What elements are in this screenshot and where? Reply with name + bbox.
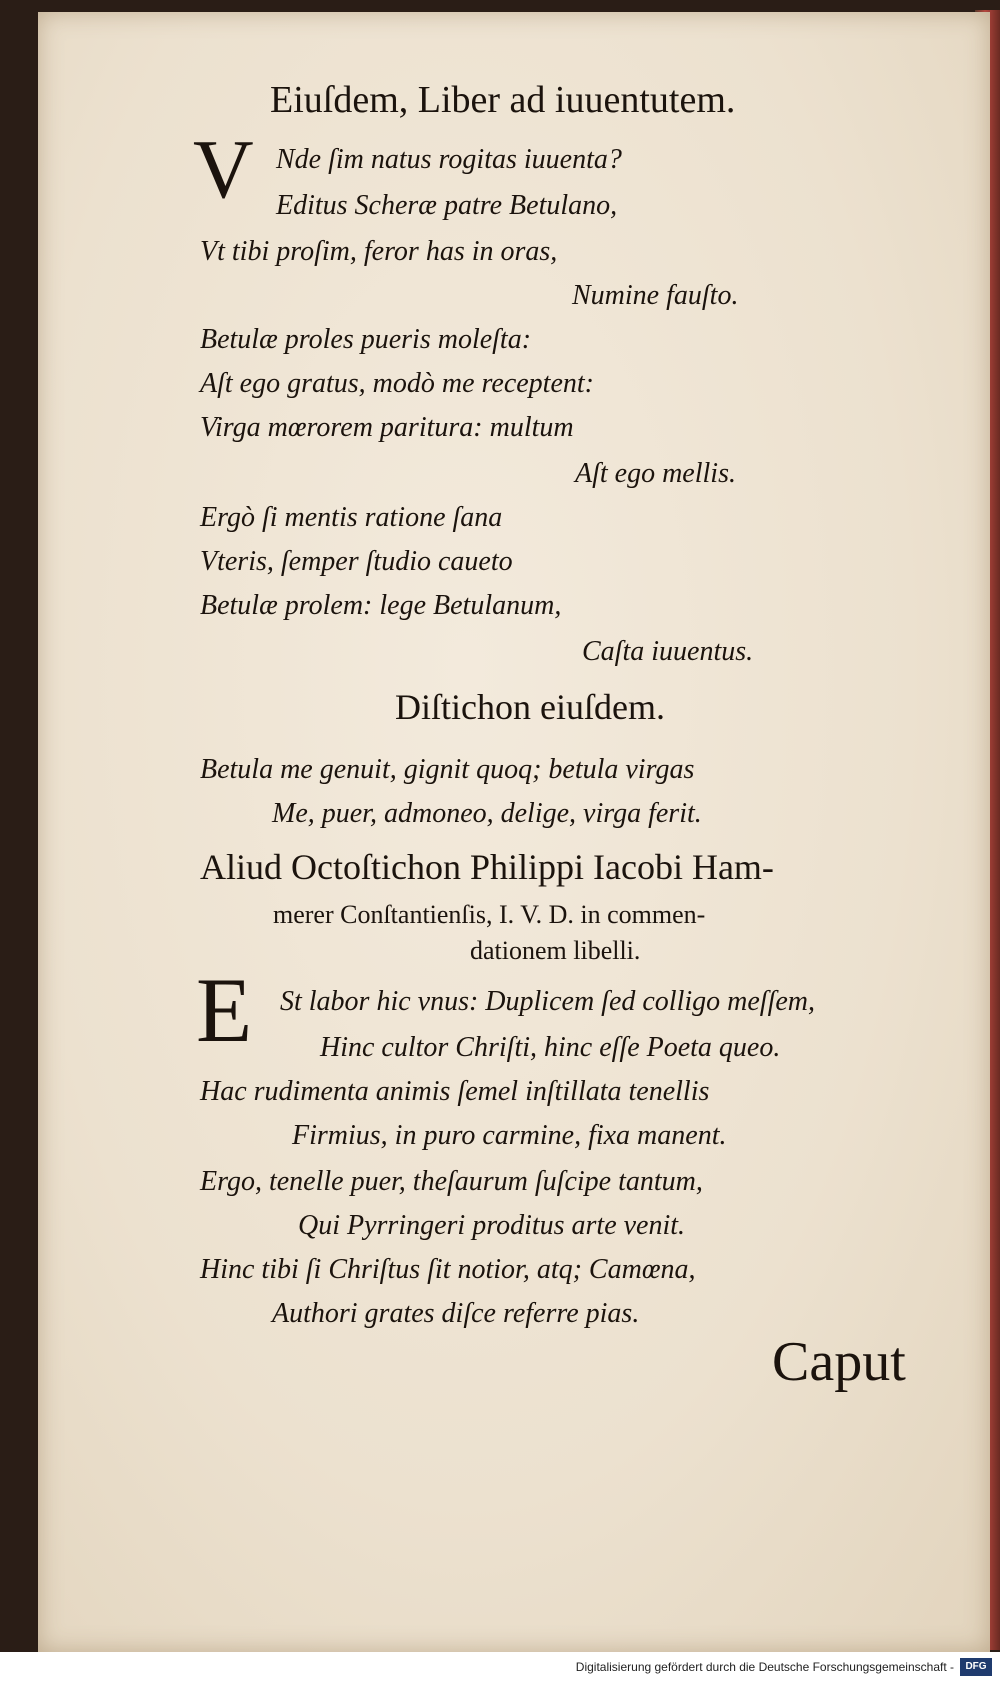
poem2-line-2: Hinc cultor Chriſti, hinc eſſe Poeta queo. [320,1032,781,1063]
poem1-line-7: Virga mœrorem paritura: multum [200,412,574,443]
poem1-line-3: Vt tibi proſim, feror has in oras, [200,236,558,267]
drop-initial-e: E [196,959,253,1061]
digitization-footer [0,1652,1000,1685]
poem1-line-10: Vteris, ſemper ſtudio caueto [200,546,513,577]
footer-credit-text: Digitalisierung gefördert durch die Deutsche Forschungsgemeinschaft - [575,1660,954,1674]
distichon-heading: Diſtichon eiuſdem. [395,687,665,727]
poem1-line-6: Aſt ego gratus, modò me receptent: [200,368,594,399]
poem1-line-9: Ergò ſi mentis ratione ſana [200,502,503,533]
poem2-line-7: Hinc tibi ſi Chriſtus ſit notior, atq; Camœna, [200,1254,696,1285]
octostichon-heading-line-3: dationem libelli. [470,936,641,965]
page-title: Eiuſdem, Liber ad iuuentutem. [270,79,736,121]
poem2-line-4: Firmius, in puro carmine, fixa manent. [292,1120,727,1151]
poem2-line-8: Authori grates diſce referre pias. [272,1298,640,1329]
poem2-line-3: Hac rudimenta animis ſemel inſtillata tenellis [200,1076,710,1107]
poem1-line-1: Nde ſim natus rogitas iuuenta? [276,144,622,175]
distichon-line-1: Betula me genuit, gignit quoq; betula virgas [200,754,695,785]
poem1-line-2: Editus Scheræ patre Betulano, [276,190,618,221]
drop-initial-v: V [193,123,254,216]
octostichon-heading-line-2: merer Conſtantienſis, I. V. D. in commen- [273,900,706,929]
catchword: Caput [772,1331,906,1393]
poem1-line-5: Betulæ proles pueris moleſta: [200,324,532,355]
poem2-line-1: St labor hic vnus: Duplicem ſed colligo meſſem, [280,986,815,1017]
poem1-line-8: Aſt ego mellis. [575,458,736,489]
dfg-logo-icon: DFG [960,1658,992,1676]
octostichon-heading-line-1: Aliud Octoſtichon Philippi Iacobi Ham- [200,847,774,887]
distichon-line-2: Me, puer, admoneo, delige, virga ferit. [272,798,702,829]
poem1-line-4: Numine fauſto. [572,280,739,311]
poem1-line-12: Caſta iuuentus. [582,636,754,667]
poem2-line-6: Qui Pyrringeri proditus arte venit. [298,1210,686,1241]
poem1-line-11: Betulæ prolem: lege Betulanum, [200,590,562,621]
poem2-line-5: Ergo, tenelle puer, theſaurum ſuſcipe tantum, [200,1166,703,1197]
